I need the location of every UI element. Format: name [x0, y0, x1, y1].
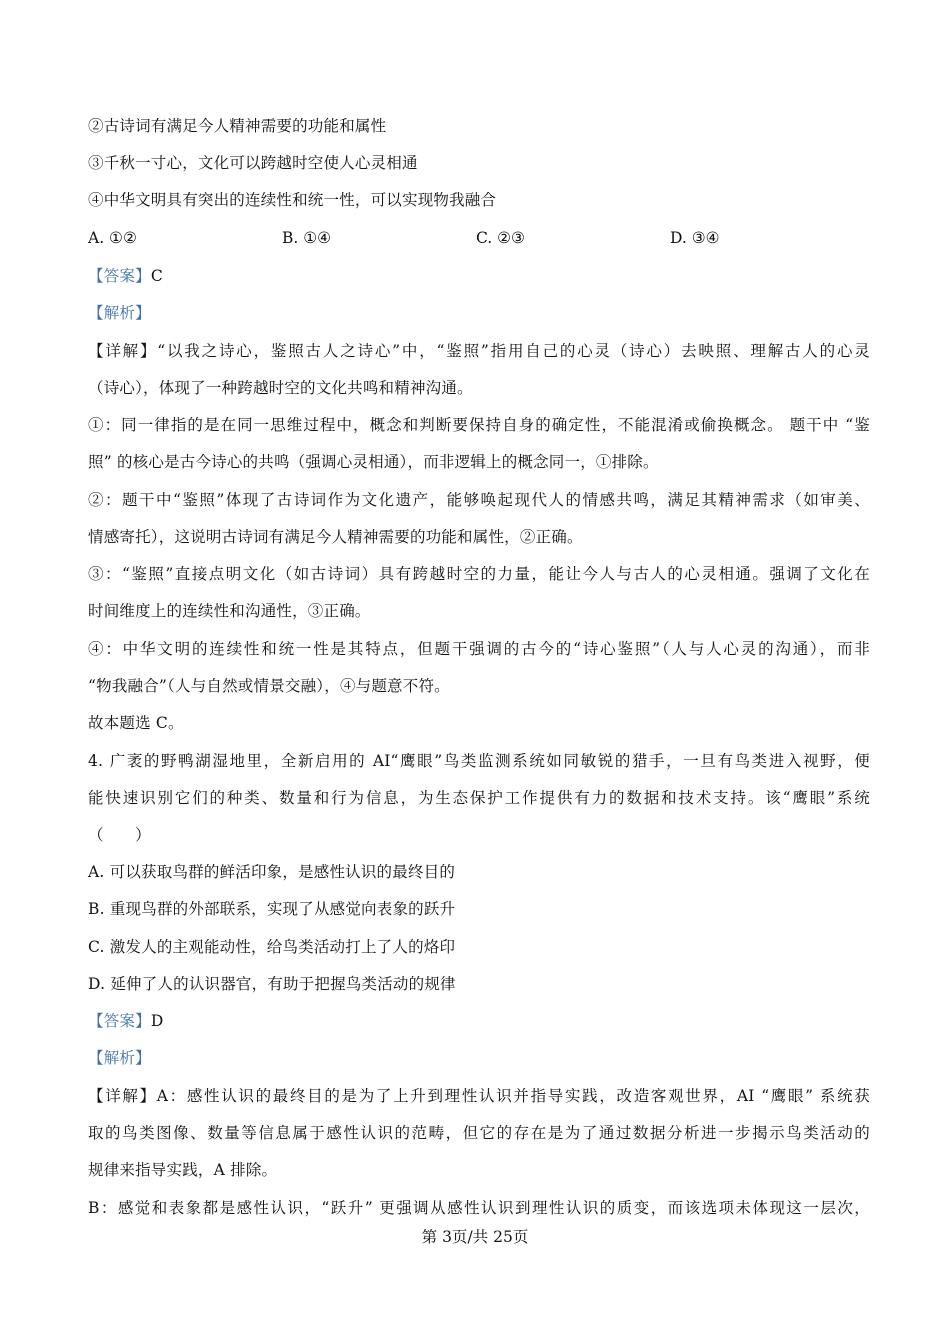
q3-option-3: ③千秋一寸心，文化可以跨越时空使人心灵相通: [88, 154, 418, 172]
q3-detail-line: 情感寄托），这说明古诗词有满足今人精神需要的功能和属性，②正确。: [88, 528, 583, 546]
answer-label: 【答案】: [88, 267, 151, 285]
detail-label: 【详解】: [88, 342, 158, 360]
q4-choice-d: D. 延伸了人的认识器官，有助于把握鸟类活动的规律: [88, 975, 456, 993]
q3-detail-line: （诗心），体现了一种跨越时空的文化共鸣和精神沟通。: [88, 379, 473, 397]
q4-stem-line: 能快速识别它们的种类、数量和行为信息，为生态保护工作提供有力的数据和技术支持。该“鹰眼”系统: [88, 789, 870, 807]
q3-option-4: ④中华文明具有突出的连续性和统一性，可以实现物我融合: [88, 191, 497, 209]
q3-detail-line: ①：同一律指的是在同一思维过程中，概念和判断要保持自身的确定性，不能混淆或偷换概念。 题干中 “鉴: [88, 416, 870, 434]
q3-detail-line: 【详解】“以我之诗心，鉴照古人之诗心”中，“鉴照”指用自己的心灵（诗心）去映照、理解古人的心灵: [88, 342, 870, 360]
q4-detail-line: B：感觉和表象都是感性认识，“跃升” 更强调从感性认识到理性认识的质变，而该选项未体现这一层次，: [88, 1199, 870, 1217]
q3-detail-line: ④：中华文明的连续性和统一性是其特点，但题干强调的古今的“诗心鉴照”（人与人心灵的沟通），而非: [88, 640, 870, 658]
q3-detail-line: ②：题干中“鉴照”体现了古诗词作为文化遗产，能够唤起现代人的情感共鸣，满足其精神需求（如审美、: [88, 491, 870, 509]
q4-choice-a: A. 可以获取鸟群的鲜活印象，是感性认识的最终目的: [88, 863, 456, 881]
q4-choice-b: B. 重现鸟群的外部联系，实现了从感觉向表象的跃升: [88, 900, 456, 918]
q4-choice-c: C. 激发人的主观能动性，给鸟类活动打上了人的烙印: [88, 938, 456, 956]
page-number-footer: 第 3页/共 25页: [421, 1228, 529, 1246]
q3-answer: [88, 266, 163, 286]
q3-analysis-label: 【解析】: [88, 304, 151, 322]
q4-answer: [88, 1011, 163, 1031]
q4-detail-line: 规律来指导实践，A 排除。: [88, 1161, 278, 1179]
q3-detail-line: 照” 的核心是古今诗心的共鸣（强调心灵相通），而非逻辑上的概念同一，①排除。: [88, 453, 659, 471]
q4-detail-line: 取的鸟类图像、数量等信息属于感性认识的范畴，但它的存在是为了通过数据分析进一步揭示鸟类活动的: [88, 1124, 870, 1142]
answer-value: C: [150, 267, 163, 285]
q4-detail-line: 【详解】A：感性认识的最终目的是为了上升到理性认识并指导实践，改造客观世界，AI “鹰眼” 系统获: [88, 1087, 870, 1105]
answer-label: 【答案】: [88, 1012, 151, 1030]
q4-stem-line: 4. 广袤的野鸭湖湿地里，全新启用的 AI“鹰眼”鸟类监测系统如同敏锐的猎手，一旦有鸟类进入视野，便: [88, 752, 870, 770]
answer-value: D: [150, 1012, 164, 1030]
q4-stem-blank: （ ）: [88, 826, 151, 844]
q3-detail-line: ③：“鉴照”直接点明文化（如古诗词）具有跨越时空的力量，能让今人与古人的心灵相通。强调了文化在: [88, 565, 870, 583]
q3-choice-d: D. ③④: [670, 229, 720, 247]
q3-choice-a: A. ①②: [88, 229, 137, 247]
q3-conclusion: 故本题选 C。: [88, 714, 184, 732]
q3-choice-b: B. ①④: [282, 229, 332, 247]
q3-detail-line: “物我融合”（人与自然或情景交融），④与题意不符。: [88, 677, 450, 695]
q3-option-2: ②古诗词有满足今人精神需要的功能和属性: [88, 117, 387, 135]
q3-choice-c: C. ②③: [476, 229, 525, 247]
q4-analysis-label: 【解析】: [88, 1049, 151, 1067]
q3-detail-line: 时间维度上的连续性和沟通性，③正确。: [88, 602, 371, 620]
detail-label: 【详解】: [88, 1087, 157, 1105]
